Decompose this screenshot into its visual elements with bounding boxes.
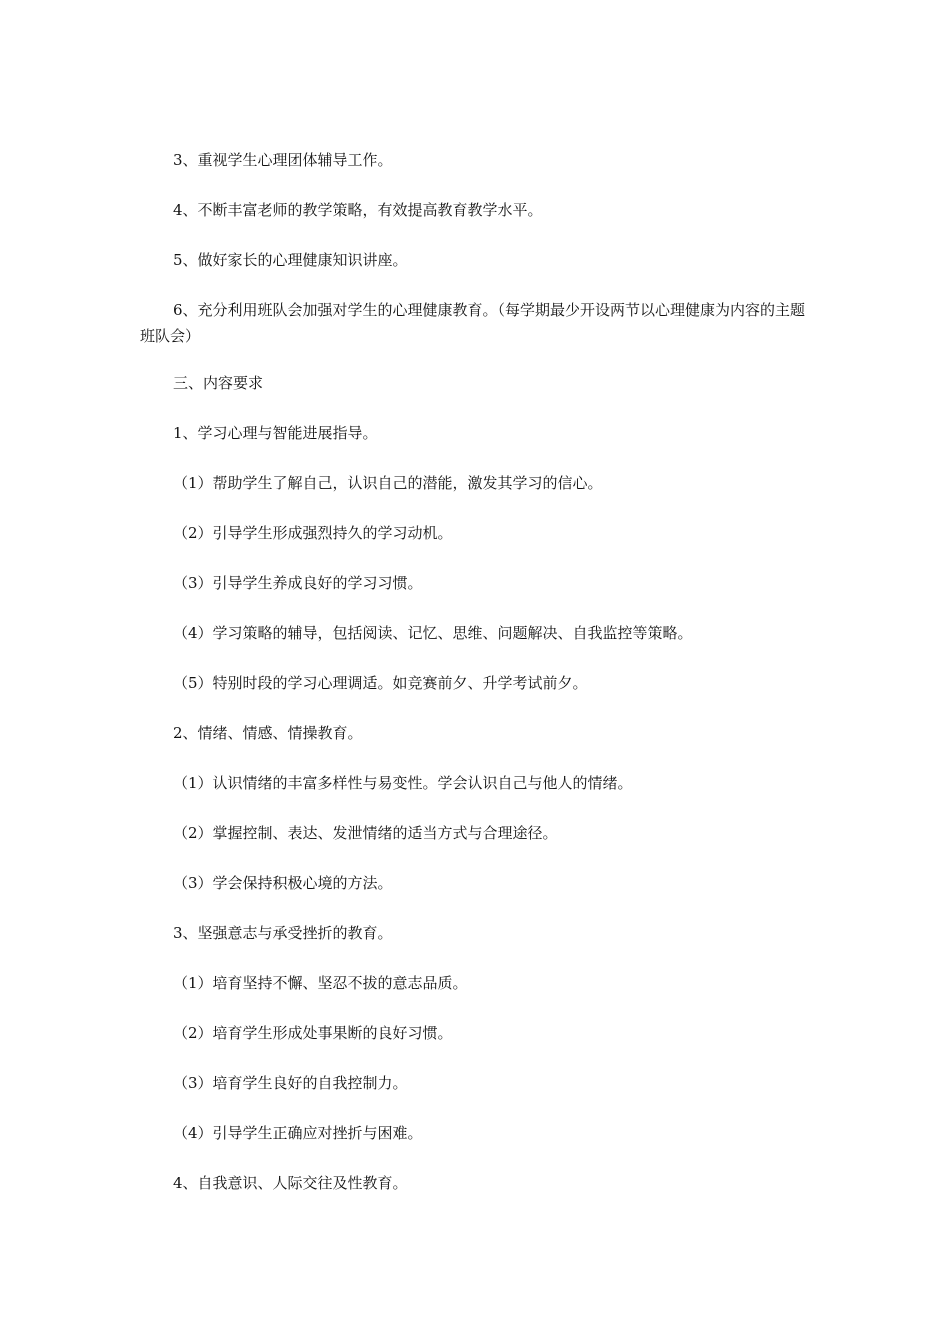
paragraph: 6、充分利用班队会加强对学生的心理健康教育。（每学期最少开设两节以心理健康为内容的主题班队会）	[140, 301, 806, 345]
section-heading: 三、内容要求	[173, 374, 264, 392]
paragraph: （1）帮助学生了解自己，认识自己的潜能，激发其学习的信心。	[173, 474, 603, 492]
paragraph: （5）特别时段的学习心理调适。如竞赛前夕、升学考试前夕。	[173, 674, 588, 692]
paragraph: 2、情绪、情感、情操教育。	[173, 724, 363, 742]
paragraph: （3）培育学生良好的自我控制力。	[173, 1074, 408, 1092]
paragraph: 3、重视学生心理团体辅导工作。	[173, 151, 393, 169]
paragraph: （4）引导学生正确应对挫折与困难。	[173, 1124, 423, 1142]
paragraph: 1、学习心理与智能进展指导。	[173, 424, 378, 442]
paragraph: （2）引导学生形成强烈持久的学习动机。	[173, 524, 453, 542]
paragraph: 4、不断丰富老师的教学策略，有效提高教育教学水平。	[173, 201, 543, 219]
paragraph: （2）掌握控制、表达、发泄情绪的适当方式与合理途径。	[173, 824, 558, 842]
paragraph: （3）学会保持积极心境的方法。	[173, 874, 393, 892]
paragraph: 4、自我意识、人际交往及性教育。	[173, 1174, 408, 1192]
paragraph: 5、做好家长的心理健康知识讲座。	[173, 251, 408, 269]
paragraph: （1）培育坚持不懈、坚忍不拔的意志品质。	[173, 974, 468, 992]
paragraph: 3、坚强意志与承受挫折的教育。	[173, 924, 393, 942]
document-body	[140, 150, 812, 1223]
paragraph: （4）学习策略的辅导，包括阅读、记忆、思维、问题解决、自我监控等策略。	[173, 624, 693, 642]
paragraph: （2）培育学生形成处事果断的良好习惯。	[173, 1024, 453, 1042]
paragraph: （1）认识情绪的丰富多样性与易变性。学会认识自己与他人的情绪。	[173, 774, 633, 792]
paragraph: （3）引导学生养成良好的学习习惯。	[173, 574, 423, 592]
